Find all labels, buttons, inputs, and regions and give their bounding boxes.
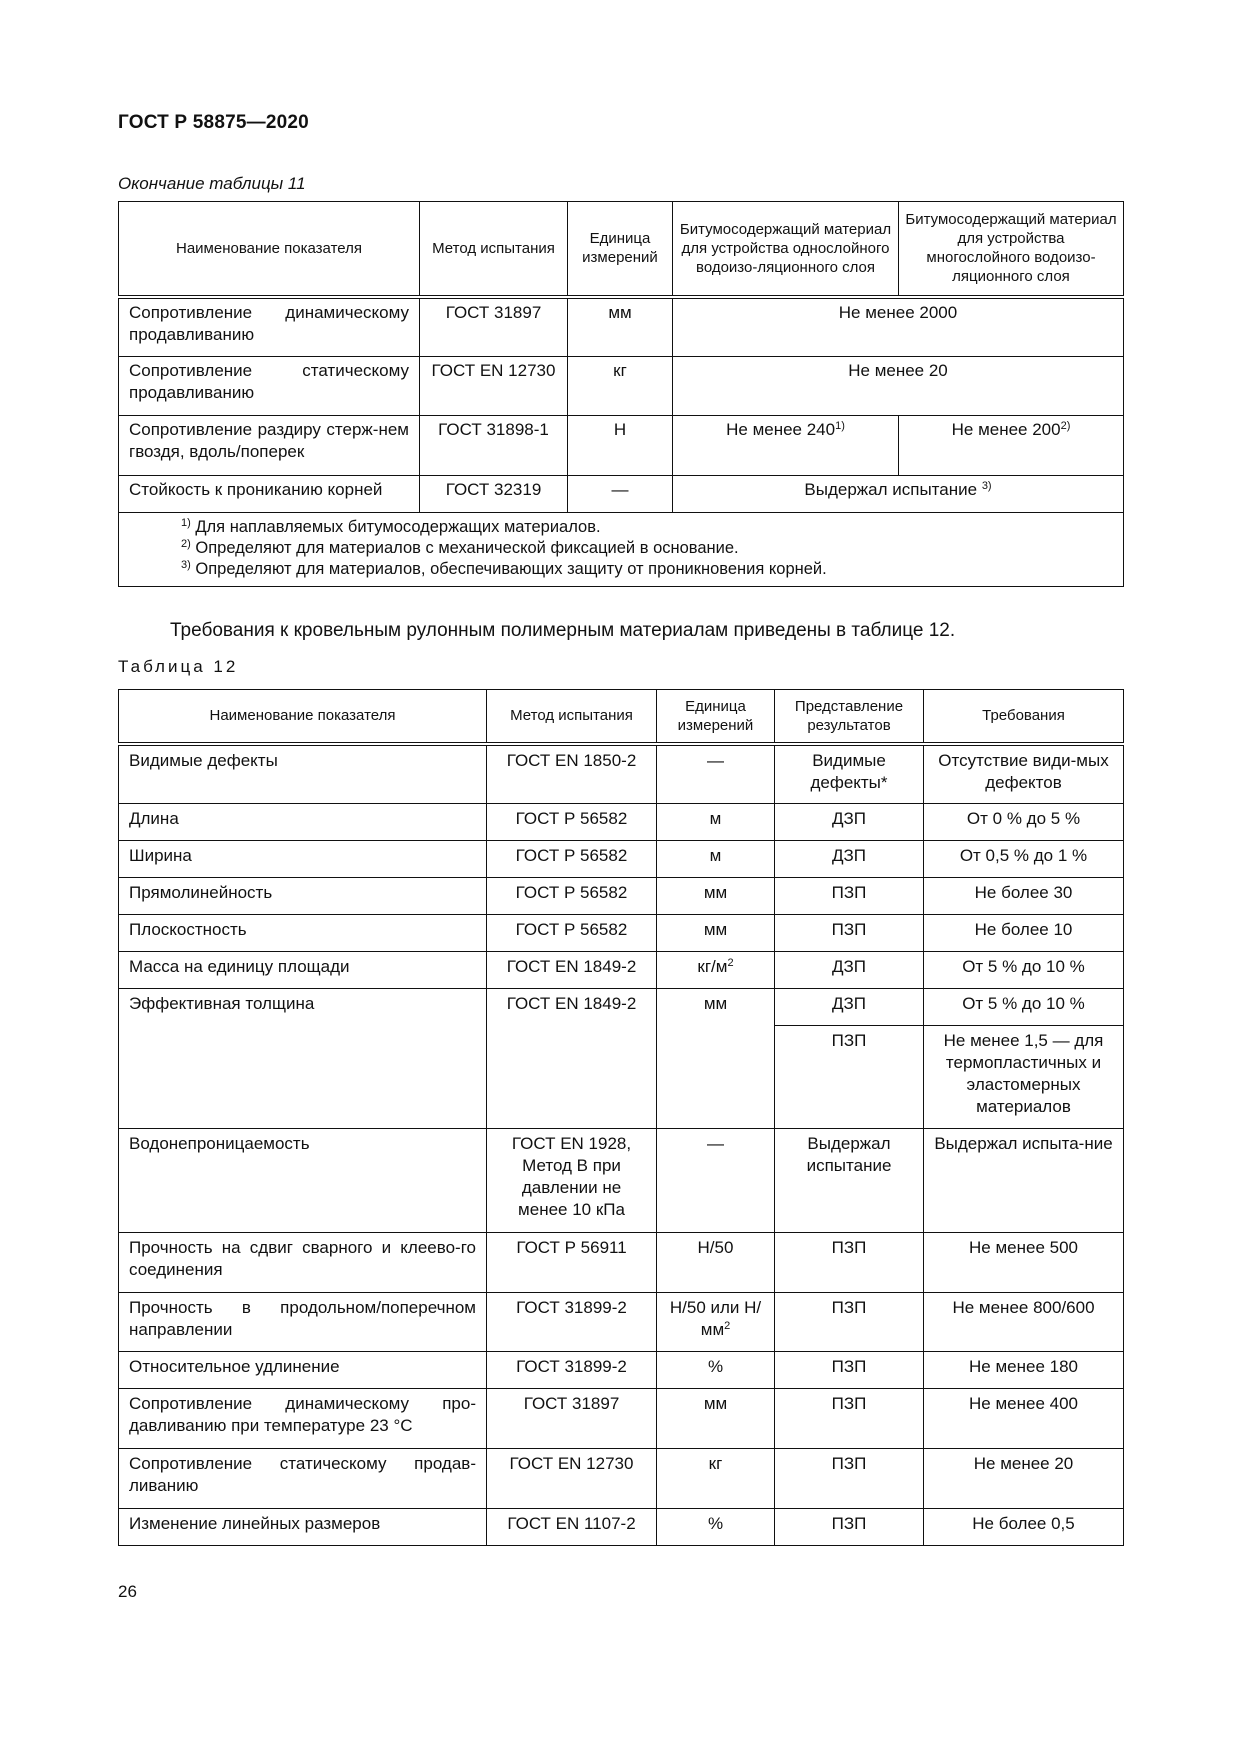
cell-representation: ПЗП: [775, 1509, 924, 1546]
col-header-method: Метод испытания: [420, 202, 568, 297]
value-text: Не менее 240: [726, 420, 836, 439]
cell-unit: кг: [568, 357, 673, 416]
footnote-text: Для наплавляемых битумосодержащих материалов.: [195, 518, 601, 536]
cell-unit: [657, 1293, 775, 1352]
cell-unit: мм: [657, 989, 775, 1129]
unit-text: Н/50 или Н/мм: [669, 1298, 762, 1339]
cell-method: ГОСТ EN 1849-2: [487, 989, 657, 1129]
cell-name: Сопротивление статическому продавливанию: [119, 357, 420, 416]
col-header-unit: Единица измерений: [657, 690, 775, 744]
footnotes-row: [119, 513, 1124, 587]
table-row: [119, 915, 1124, 952]
cell-representation: ПЗП: [775, 1389, 924, 1449]
col-header-method: Метод испытания: [487, 690, 657, 744]
cell-value-single: [673, 416, 899, 476]
col-header-representation: Представление результатов: [775, 690, 924, 744]
cell-unit: мм: [657, 915, 775, 952]
cell-requirement: От 5 % до 10 %: [924, 989, 1124, 1026]
cell-unit: мм: [657, 878, 775, 915]
cell-representation: Выдержал испытание: [775, 1129, 924, 1233]
cell-requirement: Выдержал испыта-ние: [924, 1129, 1124, 1233]
table-row: [119, 416, 1124, 476]
unit-superscript: 2: [724, 1320, 731, 1332]
cell-unit: %: [657, 1352, 775, 1389]
col-header-multi-layer: Битумосодержащий материал для устройства многослойного водоизо-ляционного слоя: [899, 202, 1124, 297]
table-row: [119, 357, 1124, 416]
value-text: Выдержал испытание: [804, 480, 978, 499]
table-header-row: [119, 202, 1124, 297]
cell-representation: ПЗП: [775, 1026, 924, 1129]
cell-name: Видимые дефекты: [119, 744, 487, 804]
table-row: [119, 989, 1124, 1026]
table-12: [118, 689, 1124, 1546]
table-header-row: [119, 690, 1124, 744]
cell-name: Эффективная толщина: [119, 989, 487, 1129]
cell-representation: ПЗП: [775, 915, 924, 952]
cell-requirement: Не более 10: [924, 915, 1124, 952]
cell-representation: Видимые дефекты*: [775, 744, 924, 804]
footnote: [181, 517, 1113, 538]
cell-name: Сопротивление раздиру стерж-нем гвоздя, вдоль/поперек: [119, 416, 420, 476]
cell-representation: ПЗП: [775, 1352, 924, 1389]
cell-requirement: Не более 30: [924, 878, 1124, 915]
cell-unit: мм: [657, 1389, 775, 1449]
cell-method: ГОСТ Р 56582: [487, 915, 657, 952]
cell-method: ГОСТ 31897: [487, 1389, 657, 1449]
cell-name: Относительное удлинение: [119, 1352, 487, 1389]
footnote-text: Определяют для материалов с механической фиксацией в основание.: [195, 539, 739, 557]
cell-unit: мм: [568, 297, 673, 357]
footnote: [181, 559, 1113, 580]
cell-method: ГОСТ 31898-1: [420, 416, 568, 476]
page-number: 26: [118, 1582, 137, 1601]
cell-name: Сопротивление динамическому продавливанию: [119, 297, 420, 357]
cell-requirement: Не менее 800/600: [924, 1293, 1124, 1352]
cell-name: Сопротивление динамическому про-давливанию при температуре 23 °С: [119, 1389, 487, 1449]
table12-label: Таблица 12: [118, 657, 239, 676]
footnote-ref: 1): [835, 420, 845, 432]
cell-name: Прочность в продольном/поперечном направлении: [119, 1293, 487, 1352]
cell-method: ГОСТ 31899-2: [487, 1293, 657, 1352]
table-row: [119, 804, 1124, 841]
cell-requirement: От 0 % до 5 %: [924, 804, 1124, 841]
cell-method: ГОСТ Р 56582: [487, 804, 657, 841]
cell-requirement: Не менее 500: [924, 1233, 1124, 1293]
table-11: [118, 201, 1124, 587]
cell-requirement: Не менее 400: [924, 1389, 1124, 1449]
cell-name: Длина: [119, 804, 487, 841]
cell-value-merged: [673, 476, 1124, 513]
table-row: [119, 1352, 1124, 1389]
cell-unit: м: [657, 804, 775, 841]
table-row: [119, 1129, 1124, 1233]
cell-requirement: Отсутствие види-мых дефектов: [924, 744, 1124, 804]
table-row: [119, 841, 1124, 878]
cell-unit: кг: [657, 1449, 775, 1509]
table-row: [119, 878, 1124, 915]
cell-name: Прямолинейность: [119, 878, 487, 915]
cell-requirement: Не менее 180: [924, 1352, 1124, 1389]
cell-unit: Н/50: [657, 1233, 775, 1293]
col-header-name: Наименование показателя: [119, 202, 420, 297]
cell-method: ГОСТ EN 12730: [487, 1449, 657, 1509]
col-header-single-layer: Битумосодержащий материал для устройства однослойного водоизо-ляционного слоя: [673, 202, 899, 297]
cell-name: Сопротивление статическому продав-ливанию: [119, 1449, 487, 1509]
unit-superscript: 2: [727, 957, 734, 969]
cell-name: Плоскостность: [119, 915, 487, 952]
cell-unit: м: [657, 841, 775, 878]
table11-caption: Окончание таблицы 11: [118, 174, 306, 193]
cell-representation: ДЗП: [775, 952, 924, 989]
footnote-mark: 1): [181, 517, 191, 529]
cell-requirement: От 0,5 % до 1 %: [924, 841, 1124, 878]
cell-requirement: Не более 0,5: [924, 1509, 1124, 1546]
cell-name: Стойкость к прониканию корней: [119, 476, 420, 513]
footnote-mark: 2): [181, 538, 191, 550]
cell-method: ГОСТ EN 1928, Метод В при давлении не менее 10 кПа: [487, 1129, 657, 1233]
value-text: Не менее 200: [951, 420, 1061, 439]
cell-unit: —: [568, 476, 673, 513]
table-row: [119, 1293, 1124, 1352]
footnotes-cell: [119, 513, 1124, 587]
cell-representation: ДЗП: [775, 804, 924, 841]
body-paragraph: Требования к кровельным рулонным полимерным материалам приведены в таблице 12.: [170, 620, 956, 641]
table-row: [119, 744, 1124, 804]
footnote-text: Определяют для материалов, обеспечивающих защиту от проникновения корней.: [195, 560, 827, 578]
footnote-mark: 3): [181, 559, 191, 571]
table-row: [119, 476, 1124, 513]
col-header-unit: Единица измерений: [568, 202, 673, 297]
cell-method: ГОСТ Р 56582: [487, 841, 657, 878]
cell-name: Масса на единицу площади: [119, 952, 487, 989]
cell-unit: —: [657, 1129, 775, 1233]
cell-value-merged: Не менее 20: [673, 357, 1124, 416]
document-header: ГОСТ Р 58875—2020: [118, 112, 309, 133]
cell-method: ГОСТ Р 56911: [487, 1233, 657, 1293]
table-row: [119, 1509, 1124, 1546]
cell-requirement: Не менее 1,5 — для термопластичных и эластомерных материалов: [924, 1026, 1124, 1129]
cell-representation: ПЗП: [775, 878, 924, 915]
cell-name: Изменение линейных размеров: [119, 1509, 487, 1546]
table-row: [119, 297, 1124, 357]
cell-method: ГОСТ 31899-2: [487, 1352, 657, 1389]
cell-name: Ширина: [119, 841, 487, 878]
cell-method: ГОСТ EN 1107-2: [487, 1509, 657, 1546]
cell-method: ГОСТ 32319: [420, 476, 568, 513]
cell-representation: ПЗП: [775, 1293, 924, 1352]
cell-method: ГОСТ 31897: [420, 297, 568, 357]
unit-text: кг/м: [697, 957, 728, 976]
cell-representation: ДЗП: [775, 989, 924, 1026]
cell-method: ГОСТ EN 1849-2: [487, 952, 657, 989]
cell-requirement: От 5 % до 10 %: [924, 952, 1124, 989]
cell-representation: ПЗП: [775, 1233, 924, 1293]
footnote-ref: 2): [1060, 420, 1071, 432]
cell-unit: —: [657, 744, 775, 804]
footnote-ref: 3): [981, 480, 992, 492]
cell-value-merged: Не менее 2000: [673, 297, 1124, 357]
col-header-requirements: Требования: [924, 690, 1124, 744]
cell-value-multi: [899, 416, 1124, 476]
cell-requirement: Не менее 20: [924, 1449, 1124, 1509]
cell-representation: ДЗП: [775, 841, 924, 878]
cell-name: Прочность на сдвиг сварного и клеево-го соединения: [119, 1233, 487, 1293]
table-row: [119, 1233, 1124, 1293]
col-header-name: Наименование показателя: [119, 690, 487, 744]
cell-method: ГОСТ Р 56582: [487, 878, 657, 915]
footnote: [181, 538, 1113, 559]
table-row: [119, 1449, 1124, 1509]
cell-unit: %: [657, 1509, 775, 1546]
cell-unit: Н: [568, 416, 673, 476]
table-row: [119, 952, 1124, 989]
cell-method: ГОСТ EN 1850-2: [487, 744, 657, 804]
cell-representation: ПЗП: [775, 1449, 924, 1509]
cell-method: ГОСТ EN 12730: [420, 357, 568, 416]
cell-name: Водонепроницаемость: [119, 1129, 487, 1233]
table-row: [119, 1389, 1124, 1449]
cell-unit: [657, 952, 775, 989]
